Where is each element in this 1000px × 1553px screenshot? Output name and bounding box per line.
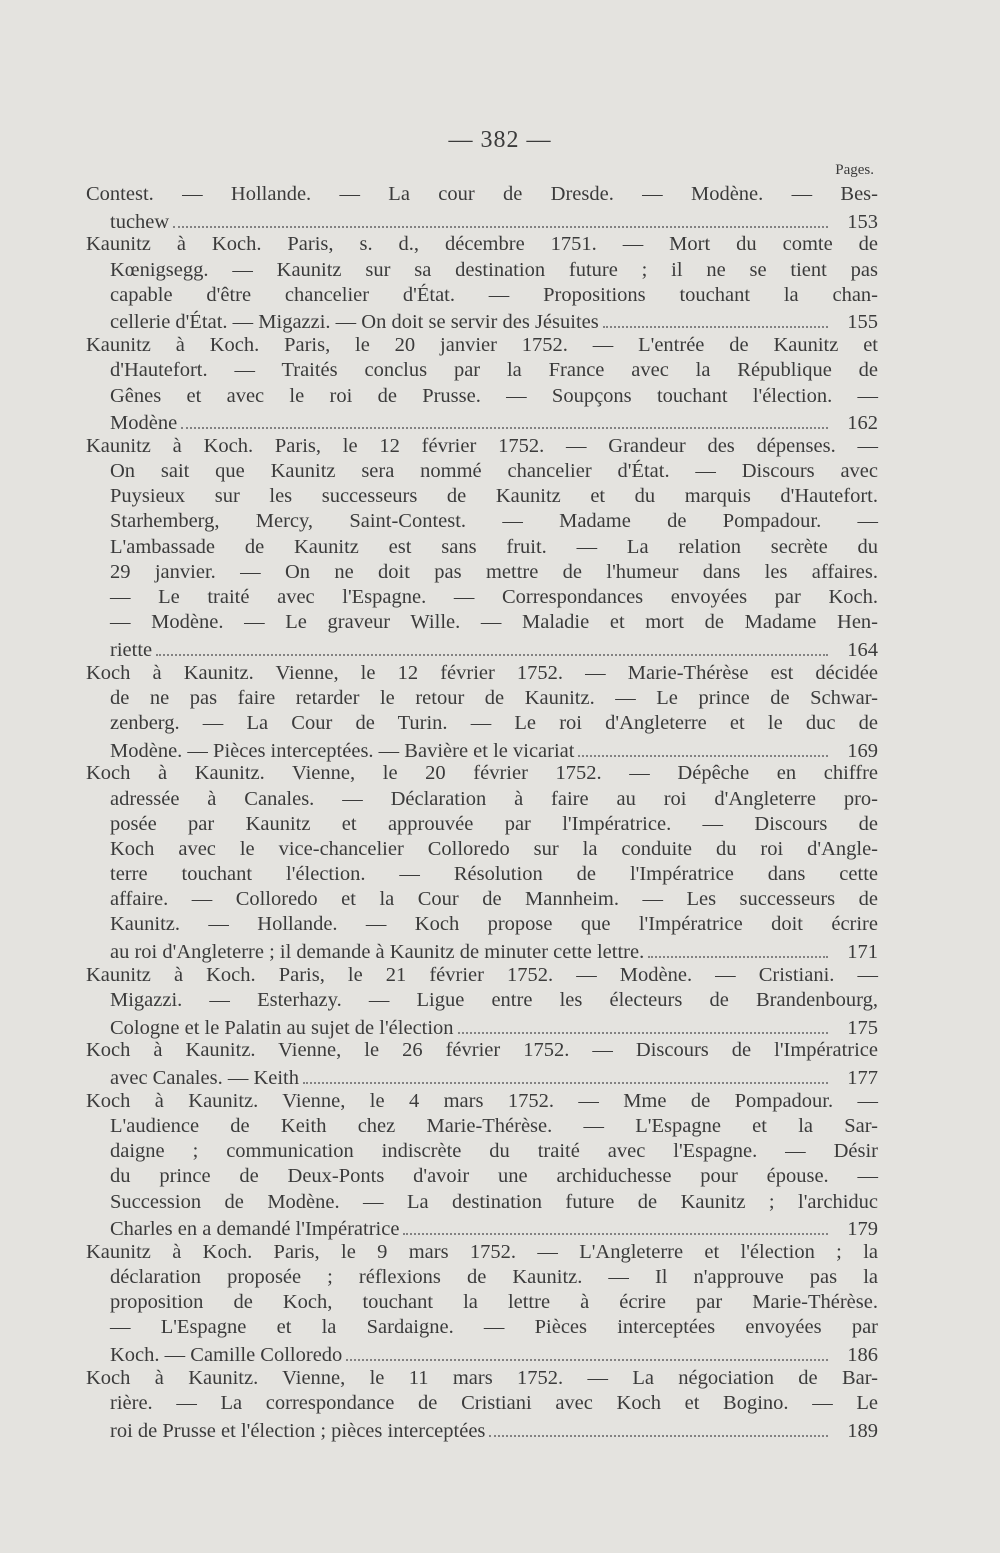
table-of-contents xyxy=(86,182,878,1441)
toc-entry-line xyxy=(86,1265,878,1290)
entry-text: Kaunitz à Koch. Paris, le 20 janvier 1752. — L'entrée de Kaunitz et xyxy=(86,334,878,357)
toc-entry-line xyxy=(86,812,878,837)
entry-text: Modène xyxy=(110,412,178,435)
toc-entry xyxy=(86,1089,878,1240)
dot-leader xyxy=(489,1416,828,1436)
dot-leader xyxy=(578,736,828,756)
toc-entry-line xyxy=(86,1315,878,1340)
entry-text: Contest. — Hollande. — La cour de Dresde. — Modène. — Bes- xyxy=(86,183,878,205)
toc-entry-line xyxy=(86,1089,878,1114)
toc-entry-line xyxy=(86,535,878,560)
entry-text: au roi d'Angleterre ; il demande à Kaunitz de minuter cette lettre. xyxy=(110,941,645,964)
toc-entry-line xyxy=(86,635,878,660)
toc-entry-line xyxy=(86,207,878,232)
toc-entry-line xyxy=(86,661,878,686)
entry-text: zenberg. — La Cour de Turin. — Le roi d'Angleterre et le duc de xyxy=(110,711,878,734)
dot-leader xyxy=(303,1064,828,1084)
toc-entry-line xyxy=(86,358,878,383)
entry-text: On sait que Kaunitz sera nommé chancelier d'État. — Discours avec xyxy=(110,460,878,483)
entry-text: Koch avec le vice-chancelier Colloredo sur la conduite du roi d'Angle- xyxy=(110,837,878,860)
toc-entry-line xyxy=(86,912,878,937)
page-reference: 171 xyxy=(847,941,878,964)
entry-text: affaire. — Colloredo et la Cour de Mannheim. — Les successeurs de xyxy=(110,888,878,911)
toc-entry-line xyxy=(86,1190,878,1215)
dot-leader xyxy=(458,1013,828,1033)
toc-entry-line xyxy=(86,258,878,283)
toc-entry-line xyxy=(86,787,878,812)
pages-column-header: Pages. xyxy=(835,162,874,178)
entry-text: Migazzi. — Esterhazy. — Ligue entre les électeurs de Brandenbourg, xyxy=(110,989,878,1011)
entry-text: Koch à Kaunitz. Vienne, le 20 février 1752. — Dépêche en chiffre xyxy=(86,762,878,785)
entry-text: de ne pas faire retarder le retour de Kaunitz. — Le prince de Schwar- xyxy=(110,686,878,709)
toc-entry-line xyxy=(86,1164,878,1189)
toc-entry-line xyxy=(86,560,878,585)
toc-entry-line xyxy=(86,409,878,434)
entry-text: Puysieux sur les successeurs de Kaunitz et du marquis d'Hautefort. xyxy=(110,485,878,508)
toc-entry xyxy=(86,1240,878,1366)
toc-entry-line xyxy=(86,1013,878,1038)
entry-text: Modène. — Pièces interceptées. — Bavière et le vicariat xyxy=(110,739,575,762)
toc-entry-line xyxy=(86,1215,878,1240)
entry-text: Kaunitz à Koch. Paris, le 12 février 1752. — Grandeur des dépenses. — xyxy=(86,434,878,457)
entry-text: rière. — La correspondance de Cristiani avec Koch et Bogino. — Le xyxy=(110,1392,878,1414)
toc-entry-line xyxy=(86,509,878,534)
entry-text: terre touchant l'élection. — Résolution de l'Impératrice dans cette xyxy=(110,863,878,886)
toc-entry xyxy=(86,661,878,762)
entry-text: Kœnigsegg. — Kaunitz sur sa destination future ; il ne se tient pas xyxy=(110,258,878,281)
page-reference: 162 xyxy=(847,412,878,435)
dot-leader xyxy=(181,409,828,429)
toc-entry-line xyxy=(86,711,878,736)
entry-text: — L'Espagne et la Sardaigne. — Pièces interceptées envoyées par xyxy=(110,1316,878,1339)
dot-leader xyxy=(173,207,828,227)
entry-text: roi de Prusse et l'élection ; pièces interceptées xyxy=(110,1419,486,1442)
entry-text: posée par Kaunitz et approuvée par l'Impératrice. — Discours de xyxy=(110,812,878,835)
entry-text: tuchew xyxy=(110,210,170,233)
toc-entry-line xyxy=(86,938,878,963)
toc-entry xyxy=(86,1038,878,1088)
entry-text: proposition de Koch, touchant la lettre à écrire par Marie-Thérèse. xyxy=(110,1291,878,1314)
toc-entry xyxy=(86,1366,878,1442)
entry-text: Kaunitz à Koch. Paris, le 9 mars 1752. — L'Angleterre et l'élection ; la xyxy=(86,1240,878,1263)
toc-entry-line xyxy=(86,1240,878,1265)
toc-entry xyxy=(86,963,878,1039)
page-reference: 153 xyxy=(847,210,878,233)
toc-entry-line xyxy=(86,333,878,358)
toc-entry-line xyxy=(86,761,878,786)
entry-text: Koch à Kaunitz. Vienne, le 26 février 1752. — Discours de l'Impératrice xyxy=(86,1039,878,1062)
toc-entry-line xyxy=(86,308,878,333)
dot-leader xyxy=(603,308,828,328)
toc-entry-line xyxy=(86,1416,878,1441)
toc-entry-line xyxy=(86,736,878,761)
page-reference: 186 xyxy=(847,1344,878,1367)
toc-entry-line xyxy=(86,1366,878,1391)
toc-entry-line xyxy=(86,988,878,1013)
toc-entry-line xyxy=(86,434,878,459)
toc-entry xyxy=(86,333,878,434)
toc-entry-line xyxy=(86,1114,878,1139)
toc-entry-line xyxy=(86,182,878,207)
entry-text: daigne ; communication indiscrète du traité avec l'Espagne. — Désir xyxy=(110,1140,878,1163)
page-number: — 382 — xyxy=(448,127,552,153)
toc-entry-line xyxy=(86,1139,878,1164)
entry-text: riette xyxy=(110,638,153,661)
entry-text: L'ambassade de Kaunitz est sans fruit. — La relation secrète du xyxy=(110,535,878,558)
entry-text: Koch à Kaunitz. Vienne, le 4 mars 1752. — Mme de Pompadour. — xyxy=(86,1089,878,1112)
toc-entry-line xyxy=(86,837,878,862)
entry-text: Cologne et le Palatin au sujet de l'élection xyxy=(110,1016,454,1039)
page-reference: 177 xyxy=(847,1067,878,1089)
toc-entry-line xyxy=(86,963,878,988)
toc-entry-line xyxy=(86,610,878,635)
toc-entry-line xyxy=(86,484,878,509)
entry-text: Koch à Kaunitz. Vienne, le 11 mars 1752. — La négociation de Bar- xyxy=(86,1366,878,1389)
dot-leader xyxy=(648,938,828,958)
toc-entry xyxy=(86,434,878,661)
toc-entry-line xyxy=(86,283,878,308)
dot-leader xyxy=(403,1215,828,1235)
entry-text: Koch. — Camille Colloredo xyxy=(110,1344,343,1367)
entry-text: Succession de Modène. — La destination future de Kaunitz ; l'archiduc xyxy=(110,1190,878,1213)
entry-text: d'Hautefort. — Traités conclus par la France avec la République de xyxy=(110,359,878,382)
page-reference: 179 xyxy=(847,1218,878,1241)
entry-text: déclaration proposée ; réflexions de Kaunitz. — Il n'approuve pas la xyxy=(110,1266,878,1289)
page-reference: 155 xyxy=(847,311,878,334)
toc-entry xyxy=(86,182,878,232)
entry-text: — Le traité avec l'Espagne. — Correspondances envoyées par Koch. xyxy=(110,586,878,608)
entry-text: capable d'être chancelier d'État. — Propositions touchant la chan- xyxy=(110,283,878,306)
toc-entry xyxy=(86,761,878,963)
entry-text: cellerie d'État. — Migazzi. — On doit se servir des Jésuites xyxy=(110,311,599,334)
entry-text: — Modène. — Le graveur Wille. — Maladie et mort de Madame Hen- xyxy=(110,611,878,634)
page-reference: 175 xyxy=(847,1016,878,1039)
toc-entry-line xyxy=(86,1341,878,1366)
toc-entry-line xyxy=(86,862,878,887)
toc-entry-line xyxy=(86,686,878,711)
entry-text: Koch à Kaunitz. Vienne, le 12 février 1752. — Marie-Thérèse est décidée xyxy=(86,661,878,684)
toc-entry-line xyxy=(86,459,878,484)
toc-entry-line xyxy=(86,1038,878,1063)
toc-entry xyxy=(86,232,878,333)
page-reference: 189 xyxy=(847,1419,878,1442)
entry-text: avec Canales. — Keith xyxy=(110,1067,299,1089)
entry-text: 29 janvier. — On ne doit pas mettre de l'humeur dans les affaires. xyxy=(110,560,878,583)
page-reference: 169 xyxy=(847,739,878,762)
entry-text: Gênes et avec le roi de Prusse. — Soupçons touchant l'élection. — xyxy=(110,384,878,407)
dot-leader xyxy=(156,635,828,655)
entry-text: du prince de Deux-Ponts d'avoir une archiduchesse pour épouse. — xyxy=(110,1165,878,1188)
entry-text: Starhemberg, Mercy, Saint-Contest. — Madame de Pompadour. — xyxy=(110,510,878,533)
toc-entry-line xyxy=(86,384,878,409)
page-reference: 164 xyxy=(847,638,878,661)
entry-text: L'audience de Keith chez Marie-Thérèse. — L'Espagne et la Sar- xyxy=(110,1114,878,1137)
entry-text: Kaunitz. — Hollande. — Koch propose que l'Impératrice doit écrire xyxy=(110,913,878,936)
entry-text: adressée à Canales. — Déclaration à faire au roi d'Angleterre pro- xyxy=(110,787,878,810)
toc-entry-line xyxy=(86,232,878,257)
dot-leader xyxy=(346,1341,828,1361)
entry-text: Kaunitz à Koch. Paris, s. d., décembre 1751. — Mort du comte de xyxy=(86,233,878,256)
toc-entry-line xyxy=(86,1064,878,1089)
entry-text: Kaunitz à Koch. Paris, le 21 février 1752. — Modène. — Cristiani. — xyxy=(86,963,878,986)
toc-entry-line xyxy=(86,1290,878,1315)
entry-text: Charles en a demandé l'Impératrice xyxy=(110,1218,400,1241)
toc-entry-line xyxy=(86,1391,878,1416)
toc-entry-line xyxy=(86,887,878,912)
toc-entry-line xyxy=(86,585,878,610)
